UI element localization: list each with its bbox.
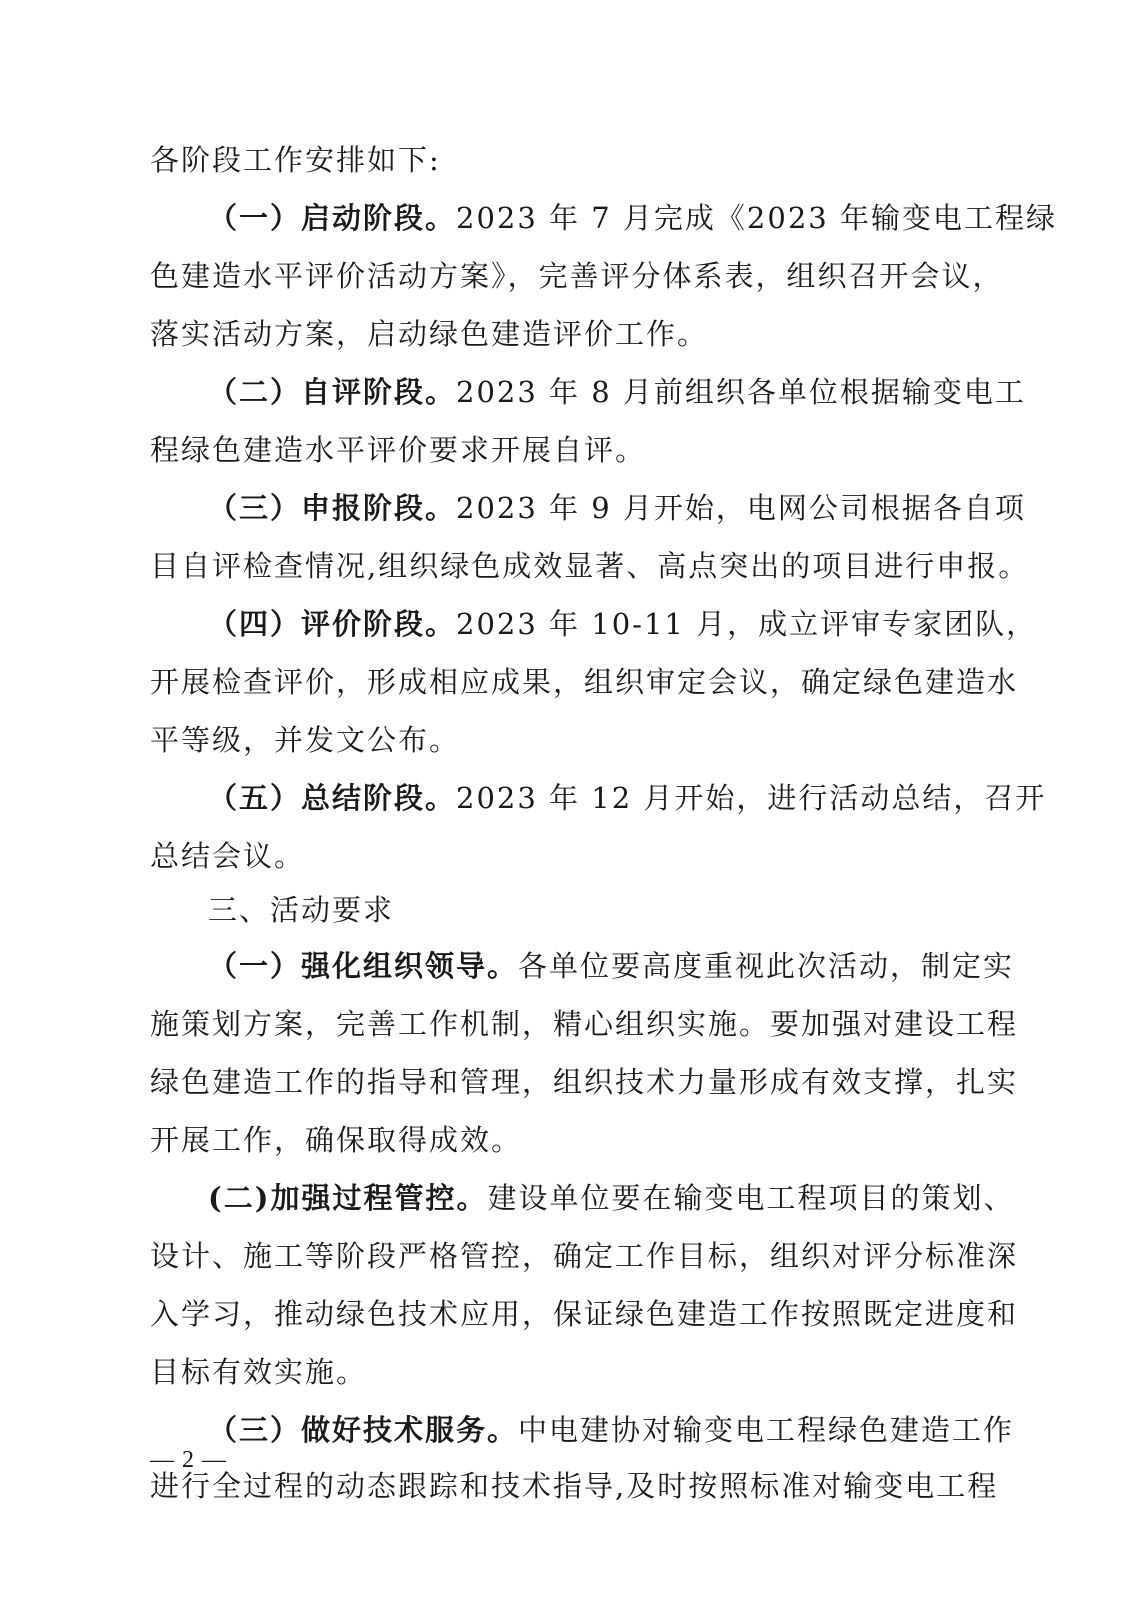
intro-text: 各阶段工作安排如下: [150,143,441,177]
page-number: — 2 — [150,1447,227,1473]
para4-line2 [150,662,1019,702]
para6-line1 [150,946,1015,986]
para2-line2 [150,430,980,470]
para4-line1 [150,604,1038,644]
para7-line1 [150,1178,1015,1218]
para2-line1 [150,372,1026,412]
para1-text-2: 色建造水平评价活动方案》，完善评分体系表，组织召开会议， [150,259,1004,293]
para3-text-1: 2023 年 9 月开始，电网公司根据各自项 [456,491,1026,525]
para5-line1 [150,778,1047,818]
para7-text-4: 目标有效实施。 [150,1355,368,1389]
para8-text-1: 中电建协对输变电工程绿色建造工作 [518,1413,1015,1447]
para3-line2 [150,546,1030,586]
para6-line2 [150,1004,1019,1044]
para6-line4 [150,1120,980,1160]
para3-text-2: 目自评检查情况,组织绿色成效显著、高点突出的项目进行申报。 [150,549,1030,583]
para6-text-4: 开展工作，确保取得成效。 [150,1123,523,1157]
para6-text-1: 各单位要高度重视此次活动，制定实 [518,949,1015,983]
para6-text-2: 施策划方案，完善工作机制，精心组织实施。要加强对建设工程 [150,1007,1019,1041]
para2-text-2: 程绿色建造水平评价要求开展自评。 [150,433,647,467]
para5-lead: （五）总结阶段。 [208,781,457,815]
para7-lead: (二)加强过程管控。 [208,1181,488,1215]
para2-lead: （二）自评阶段。 [208,375,457,409]
para6-lead: （一）强化组织领导。 [208,949,519,983]
para7-text-3: 入学习，推动绿色技术应用，保证绿色建造工作按照既定进度和 [150,1297,1019,1331]
para7-line3 [150,1294,1019,1334]
para3-line1 [150,488,1026,528]
para8-text-2: 进行全过程的动态跟踪和技术指导,及时按照标准对输变电工程 [150,1469,999,1503]
section-heading-text: 三、活动要求 [208,893,395,927]
para8-lead: （三）做好技术服务。 [208,1413,519,1447]
para5-text-1: 2023 年 12 月开始，进行活动总结，召开 [456,781,1047,815]
para5-text-2: 总结会议。 [150,839,306,873]
para4-text-1: 2023 年 10-11 月，成立评审专家团队， [456,607,1038,641]
para1-line3 [150,314,980,354]
para8-line1 [150,1410,1015,1450]
para6-text-3: 绿色建造工作的指导和管理，组织技术力量形成有效支撑，扎实 [150,1065,1019,1099]
para4-lead: （四）评价阶段。 [208,607,457,641]
para4-text-2: 开展检查评价，形成相应成果，组织审定会议，确定绿色建造水 [150,665,1019,699]
para1-line2 [150,256,1004,296]
para7-text-2: 设计、施工等阶段严格管控，确定工作目标，组织对评分标准深 [150,1239,1019,1273]
para1-text-1: 2023 年 7 月完成《2023 年输变电工程绿 [456,201,1057,235]
para8-line2 [150,1466,999,1506]
para2-text-1: 2023 年 8 月前组织各单位根据输变电工 [456,375,1026,409]
para1-lead: （一）启动阶段。 [208,201,457,235]
intro-line [150,140,980,180]
para4-text-3: 平等级，并发文公布。 [150,723,461,757]
para7-line4 [150,1352,980,1392]
para4-line3 [150,720,980,760]
para1-line1 [150,198,1057,238]
para5-line2 [150,836,980,876]
para3-lead: （三）申报阶段。 [208,491,457,525]
para1-text-3: 落实活动方案，启动绿色建造评价工作。 [150,317,709,351]
para6-line3 [150,1062,1019,1102]
para7-text-1: 建设单位要在输变电工程项目的策划、 [487,1181,1015,1215]
para7-line2 [150,1236,1019,1276]
section-heading [150,890,980,930]
